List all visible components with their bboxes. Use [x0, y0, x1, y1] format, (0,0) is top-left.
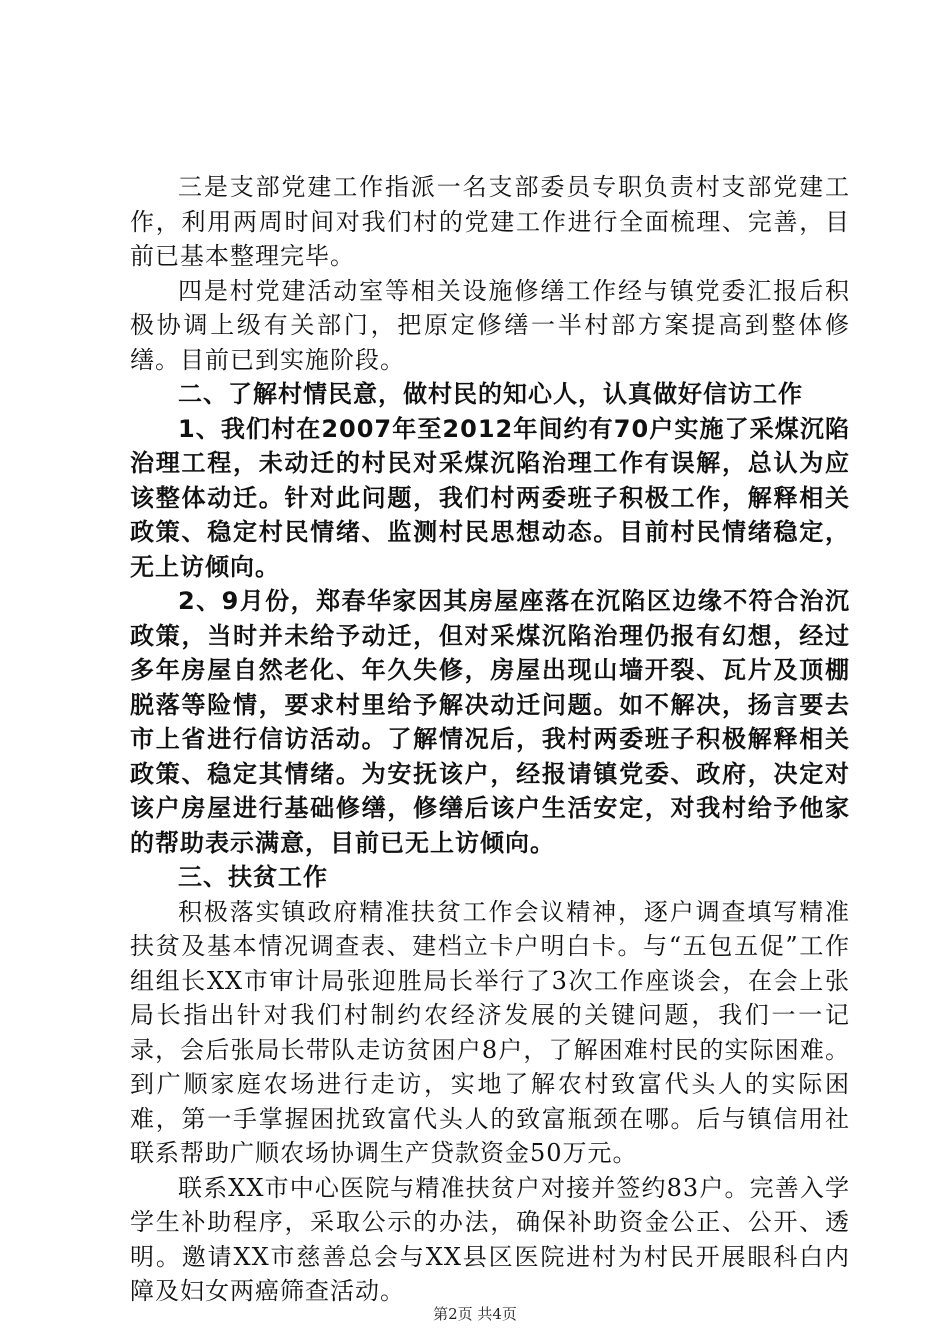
paragraph-petition-2: 2、9月份，郑春华家因其房屋座落在沉陷区边缘不符合治沉政策，当时并未给予动迁，但对采煤沉陷治理仍报有幻想，经过多年房屋自然老化、年久失修，房屋出现山墙开裂、瓦片及顶棚脱落等险情，要求村里给予解决动迁问题。如不解决，扬言要去市上省进行信访活动。了解情况后，我村两委班子积极解释相关政策、稳定其情绪。为安抚该户，经报请镇党委、政府，决定对该户房屋进行基础修缮，修缮后该户生活安定，对我村给予他家的帮助表示满意，目前已无上访倾向。 [130, 587, 850, 857]
paragraph-party-building-4: 四是村党建活动室等相关设施修缮工作经与镇党委汇报后积极协调上级有关部门，把原定修缮一半村部方案提高到整体修缮。目前已到实施阶段。 [130, 276, 850, 374]
paragraph-party-building-3: 三是支部党建工作指派一名支部委员专职负责村支部党建工作，利用两周时间对我们村的党建工作进行全面梳理、完善，目前已基本整理完毕。 [130, 173, 850, 270]
paragraph-poverty-1: 积极落实镇政府精准扶贫工作会议精神，逐户调查填写精准扶贫及基本情况调查表、建档立卡户明白卡。与“五包五促”工作组组长XX市审计局张迎胜局长举行了3次工作座谈会，在会上张局长指出针对我们村制约农经济发展的关键问题，我们一一记录，会后张局长带队走访贫困户8户，了解困难村民的实际困难。到广顺家庭农场进行走访，实地了解农村致富代头人的实际困难，第一手掌握困扰致富代头人的致富瓶颈在哪。后与镇信用社联系帮助广顺农场协调生产贷款资金50万元。 [130, 897, 850, 1167]
paragraph-petition-1: 1、我们村在2007年至2012年间约有70户实施了采煤沉陷治理工程，未动迁的村民对采煤沉陷治理工作有误解，总认为应该整体动迁。针对此问题，我们村两委班子积极工作，解释相关政策、稳定村民情绪、监测村民思想动态。目前村民情绪稳定，无上访倾向。 [130, 414, 850, 581]
section-heading-petition: 二、了解村情民意，做村民的知心人，认真做好信访工作 [178, 380, 803, 408]
paragraph-poverty-2: 联系XX市中心医院与精准扶贫户对接并签约83户。完善入学学生补助程序，采取公示的办法，确保补助资金公正、公开、透明。邀请XX市慈善总会与XX县区医院进村为村民开展眼科白内障及妇女两癌筛查活动。 [130, 1173, 850, 1305]
page-number-footer: 第2页 共4页 [433, 1305, 517, 1323]
section-heading-poverty: 三、扶贫工作 [178, 863, 328, 891]
document-body [130, 170, 850, 1309]
